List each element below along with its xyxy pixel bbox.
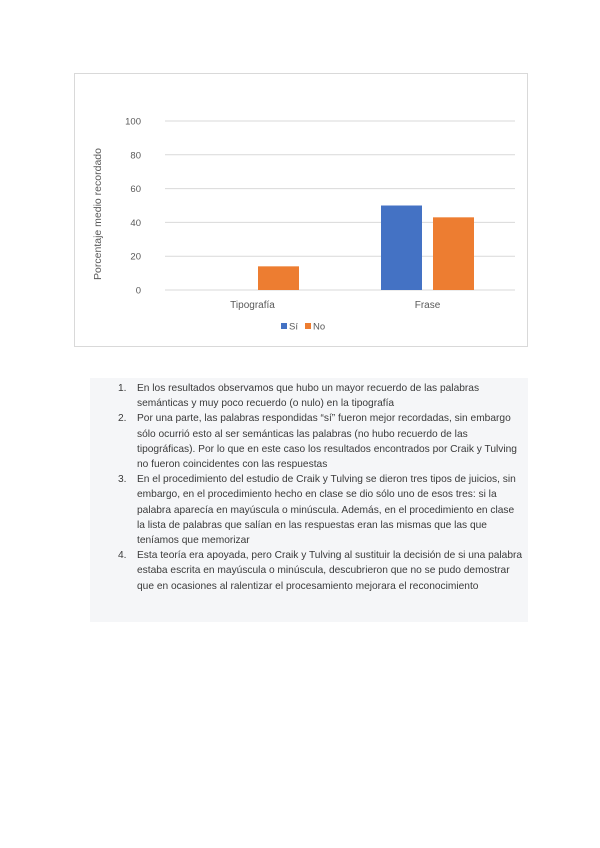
result-item bbox=[118, 548, 524, 594]
results-panel bbox=[90, 378, 528, 622]
result-item-number: 3. bbox=[118, 474, 127, 486]
results-list bbox=[90, 378, 528, 594]
y-tick-label: 80 bbox=[130, 150, 141, 162]
bar-No-Frase bbox=[433, 217, 474, 290]
y-tick-labels bbox=[125, 117, 141, 297]
result-item-text: Por una parte, las palabras respondidas “sí” fueron mejor recordadas, sin embargo sólo ocurrió esto al ser semánticas las palabras (no hubo recuerdo de las tipográficas). Por lo que en este caso los resultados encontrados por Craik y Tulving no fueron coincidentes con las respuestas bbox=[137, 413, 517, 471]
bar-Sí-Frase bbox=[381, 206, 422, 291]
x-tick-label: Frase bbox=[414, 300, 441, 311]
result-item-text: Esta teoría era apoyada, pero Craik y Tulving al sustituir la decisión de si una palabra estaba escrita en mayúscula o minúscula, descubrieron que no se pudo demostrar que en ocasiones al ralentizar el procesamiento mejorara el reconocimiento bbox=[137, 550, 523, 592]
legend-label: Sí bbox=[289, 321, 298, 333]
y-tick-label: 60 bbox=[130, 184, 141, 196]
chart-svg bbox=[75, 74, 529, 348]
y-tick-label: 20 bbox=[130, 251, 141, 263]
result-item-text: En el procedimiento del estudio de Craik y Tulving se dieron tres tipos de juicios, sin embargo, en el procedimiento hecho en clase se dio sólo uno de esos tres: si la palabra aparecía en mayúscula o minúscula. Además, en el procedimiento en clase la lista de palabras que salían en las respuestas eran las mismas que las que teníamos que memorizar bbox=[137, 474, 516, 547]
legend-swatch-Sí bbox=[281, 323, 287, 329]
legend-label: No bbox=[313, 321, 326, 333]
result-item bbox=[118, 381, 524, 411]
result-item-number: 2. bbox=[118, 413, 127, 425]
legend bbox=[281, 322, 325, 333]
y-tick-label: 100 bbox=[125, 116, 141, 128]
bar-No-Tipografía bbox=[258, 266, 299, 290]
y-tick-label: 40 bbox=[130, 217, 141, 229]
x-tick-label: Tipografía bbox=[230, 300, 275, 311]
bars bbox=[258, 206, 474, 291]
result-item-text: En los resultados observamos que hubo un mayor recuerdo de las palabras semánticas y muy poco recuerdo (o nulo) en la tipografía bbox=[137, 383, 480, 410]
result-item-number: 4. bbox=[118, 550, 127, 562]
legend-swatch-No bbox=[305, 323, 311, 329]
result-item-number: 1. bbox=[118, 383, 127, 394]
x-tick-labels bbox=[230, 300, 441, 311]
y-axis-label: Porcentaje medio recordado bbox=[92, 148, 104, 280]
y-tick-label: 0 bbox=[135, 285, 141, 297]
result-item bbox=[118, 472, 524, 548]
result-item bbox=[118, 411, 524, 472]
bar-chart bbox=[74, 73, 528, 347]
